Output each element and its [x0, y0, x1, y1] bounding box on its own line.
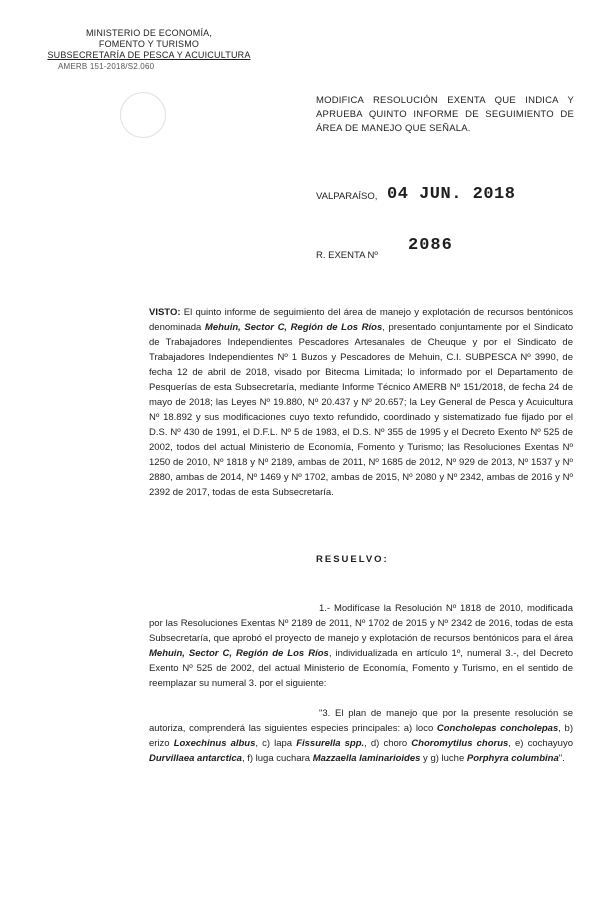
article-1-area-name: Mehuin, Sector C, Región de Los Ríos: [149, 648, 329, 659]
species-4: Choromytilus chorus: [411, 738, 509, 749]
species-5: Durvillaea antarctica: [149, 753, 242, 764]
subject-text: MODIFICA RESOLUCIÓN EXENTA QUE INDICA Y APRUEBA QUINTO INFORME DE SEGUIMIENTO DE ÁREA DE MANEJO QUE SEÑALA.: [316, 95, 574, 134]
quote-text-5: , e) cochayuyo: [508, 738, 573, 749]
visto-label: VISTO:: [149, 307, 181, 318]
species-2: Loxechinus albus: [173, 738, 256, 749]
seal-stamp: [120, 92, 166, 138]
quoted-numeral-3: [149, 706, 573, 766]
letterhead: [44, 28, 254, 72]
visto-paragraph: [149, 305, 573, 500]
article-1-text-2: , individualizada en artículo 1º, numeral 3.-, del Decreto Exento Nº 525 de 2002, del actual Ministerio de Economía, Fomento y Turismo, en el sentido de reemplazar su numeral 3. por el siguiente:: [149, 648, 573, 689]
resolution-label: R. EXENTA Nº: [316, 250, 378, 261]
species-3: Fissurella spp.: [296, 738, 365, 749]
subsecretaria-line: SUBSECRETARÍA DE PESCA Y ACUICULTURA: [47, 50, 251, 60]
article-1-text-1: 1.- Modifícase la Resolución Nº 1818 de 2010, modificada por las Resoluciones Exentas Nº 2189 de 2011, Nº 1702 de 2015 y Nº 2342 de 2016, todas de esta Subsecretaría, que aprobó el proyecto de manejo y explotación de recursos bentónicos para el área: [149, 603, 573, 644]
species-7: Porphyra columbina: [466, 753, 559, 764]
ministry-line-2: FOMENTO Y TURISMO: [98, 39, 200, 49]
visto-text-1: El quinto informe de seguimiento del área de manejo y explotación de recursos bentónicos denominada: [149, 307, 573, 333]
quote-text-7: y g) luche: [420, 753, 467, 764]
quote-text-8: ".: [558, 753, 565, 764]
place-label: VALPARAÍSO,: [316, 191, 378, 202]
quote-text-4: , d) choro: [364, 738, 412, 749]
quote-text-6: , f) luga cuchara: [241, 753, 313, 764]
visto-text-2: , presentado conjuntamente por el Sindicato de Trabajadores Independientes Pescadores Artesanales de Cheuque y por el Sindicato de Trabajadores Independientes Nº 1 Buzos y Pescadores de Mehuin, C.I. SUBPESCA Nº 3990, de fecha 12 de abril de 2018, visado por Bitecma Limitada; lo informado por el Departamento de Pesquerías de esta Subsecretaría, mediante Informe Técnico AMERB Nº 151/2018, de fecha 24 de mayo de 2018; las Leyes Nº 19.880, Nº 20.437 y Nº 20.657; la Ley General de Pesca y Acuicultura Nº 18.892 y sus modificaciones cuyo texto refundido, coordinado y sistematizado fue fijado por el D.S. Nº 430 de 1991, el D.F.L. Nº 5 de 1983, el D.S. Nº 355 de 1995 y el Decreto Exento Nº 525 de 2002, todos del actual Ministerio de Economía, Fomento y Turismo; las Resoluciones Exentas Nº 1250 de 2010, Nº 1818 y Nº 2189, ambas de 2011, Nº 1685 de 2012, Nº 929 de 2013, Nº 1537 y Nº 2880, ambas de 2014, Nº 1469 y Nº 1702, ambas de 2015, Nº 2080 y Nº 2342, ambas de 2016 y Nº 2392 de 2017, todas de esta Subsecretaría.: [149, 322, 574, 498]
resolution-number: 2086: [408, 236, 453, 255]
date-stamp: 04 JUN. 2018: [387, 185, 516, 204]
resuelvo-title: RESUELVO:: [316, 554, 389, 565]
species-1: Concholepas concholepas: [436, 723, 559, 734]
species-6: Mazzaella laminarioides: [312, 753, 421, 764]
ministry-line-1: MINISTERIO DE ECONOMÍA,: [85, 28, 213, 38]
article-1-paragraph: [149, 601, 573, 691]
visto-area-name: Mehuin, Sector C, Región de Los Ríos: [204, 322, 383, 333]
quote-text-1: "3. El plan de manejo que por la presente resolución se autoriza, comprenderá las siguientes especies principales: a) loco: [149, 708, 573, 734]
reference-code: AMERB 151-2018/S2.060: [58, 62, 155, 71]
quote-text-2: , b) erizo: [149, 723, 573, 749]
quote-text-3: , c) lapa: [255, 738, 297, 749]
